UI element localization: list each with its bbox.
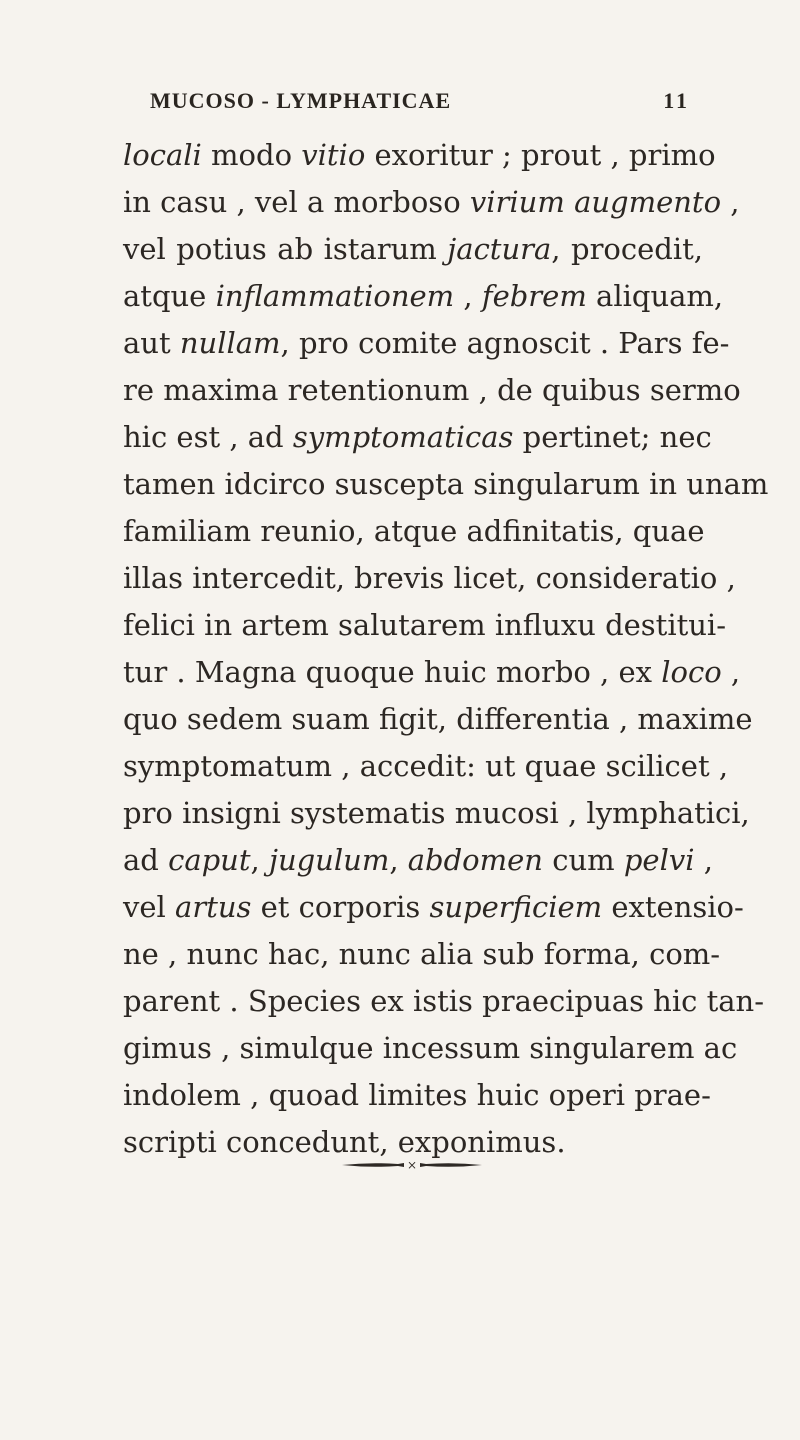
text-line bbox=[123, 132, 716, 179]
text-segment: ad bbox=[123, 843, 169, 877]
text-line bbox=[123, 696, 753, 743]
italic-term: artus bbox=[175, 890, 252, 924]
running-head bbox=[150, 88, 690, 122]
text-line bbox=[123, 790, 750, 837]
text-segment: et corporis bbox=[251, 890, 430, 924]
text-line bbox=[123, 1072, 711, 1119]
text-line bbox=[123, 461, 769, 508]
text-segment: aliquam, bbox=[586, 279, 724, 313]
text-line bbox=[123, 1025, 738, 1072]
ornament-center-mark: ⨯ bbox=[406, 1158, 418, 1172]
text-segment: symptomatum , accedit: ut quae scilicet , bbox=[123, 749, 729, 783]
text-segment: scripti concedunt, exponimus. bbox=[123, 1125, 566, 1159]
italic-term: superficiem bbox=[429, 890, 603, 924]
text-line bbox=[123, 179, 740, 226]
text-segment: cum bbox=[542, 843, 624, 877]
text-segment: extensio- bbox=[602, 890, 744, 924]
italic-term: jactura bbox=[447, 232, 552, 266]
text-line bbox=[123, 743, 729, 790]
italic-term: caput bbox=[168, 843, 251, 877]
text-line bbox=[123, 367, 741, 414]
ornament-right-rule bbox=[420, 1163, 482, 1167]
text-line bbox=[123, 320, 730, 367]
text-segment: ne , nunc hac, nunc alia sub forma, com- bbox=[123, 937, 721, 971]
text-segment: in casu , vel a morboso bbox=[123, 185, 470, 219]
italic-term: virium augmento bbox=[469, 185, 722, 219]
italic-term: loco bbox=[661, 655, 722, 689]
text-segment: parent . Species ex istis praecipuas hic tan- bbox=[123, 984, 765, 1018]
text-segment: modo bbox=[201, 138, 302, 172]
text-segment: , bbox=[454, 279, 482, 313]
text-segment: , pro comite agnoscit . Pars fe- bbox=[280, 326, 730, 360]
text-segment: pertinet; nec bbox=[513, 420, 712, 454]
text-segment: , bbox=[250, 843, 269, 877]
italic-term: nullam bbox=[179, 326, 281, 360]
text-segment: tamen idcirco suscepta singularum in unam bbox=[123, 467, 769, 501]
text-segment: vel potius ab istarum bbox=[123, 232, 448, 266]
text-segment: tur . Magna quoque huic morbo , ex bbox=[123, 655, 662, 689]
text-line bbox=[123, 884, 744, 931]
italic-term: febrem bbox=[481, 279, 587, 313]
italic-term: vitio bbox=[301, 138, 366, 172]
text-segment: gimus , simulque incessum singularem ac bbox=[123, 1031, 738, 1065]
text-segment: hic est , ad bbox=[123, 420, 293, 454]
text-line bbox=[123, 508, 703, 555]
text-line bbox=[123, 602, 727, 649]
italic-term: pelvi bbox=[623, 843, 695, 877]
text-line bbox=[123, 931, 721, 978]
text-segment: , bbox=[389, 843, 408, 877]
ornament-left-rule bbox=[342, 1163, 404, 1167]
text-segment: exoritur ; prout , primo bbox=[365, 138, 716, 172]
text-segment: indolem , quoad limites huic operi prae- bbox=[123, 1078, 711, 1112]
text-segment: , bbox=[694, 843, 713, 877]
italic-term: locali bbox=[123, 138, 202, 172]
text-segment: felici in artem salutarem influxu destitui- bbox=[123, 608, 727, 642]
text-segment: , procedit, bbox=[551, 232, 704, 266]
italic-term: abdomen bbox=[407, 843, 543, 877]
text-segment: familiam reunio, atque adfinitatis, quae bbox=[123, 514, 705, 548]
ornament-divider-icon bbox=[340, 1157, 484, 1173]
text-segment: aut bbox=[123, 326, 180, 360]
text-segment: , bbox=[721, 655, 741, 689]
text-segment: vel bbox=[123, 890, 176, 924]
text-line bbox=[123, 837, 713, 884]
text-segment: illas intercedit, brevis licet, consideratio , bbox=[123, 561, 736, 595]
italic-term: inflammationem bbox=[215, 279, 455, 313]
text-line bbox=[123, 978, 765, 1025]
body-text bbox=[123, 132, 769, 1166]
text-segment: re maxima retentionum , de quibus sermo bbox=[123, 373, 741, 407]
text-line bbox=[123, 649, 741, 696]
italic-term: jugulum bbox=[268, 843, 390, 877]
text-line bbox=[123, 414, 712, 461]
text-segment: , bbox=[721, 185, 740, 219]
italic-term: symptomaticas bbox=[292, 420, 514, 454]
page-number: 11 bbox=[663, 88, 690, 113]
text-segment: pro insigni systematis mucosi , lymphatici, bbox=[123, 796, 750, 830]
text-line bbox=[123, 226, 703, 273]
text-line bbox=[123, 555, 736, 602]
text-segment: atque bbox=[123, 279, 216, 313]
text-line bbox=[123, 273, 724, 320]
running-title: MUCOSO - LYMPHATICAE bbox=[150, 88, 452, 113]
text-segment: quo sedem suam figit, differentia , maxime bbox=[123, 702, 753, 736]
